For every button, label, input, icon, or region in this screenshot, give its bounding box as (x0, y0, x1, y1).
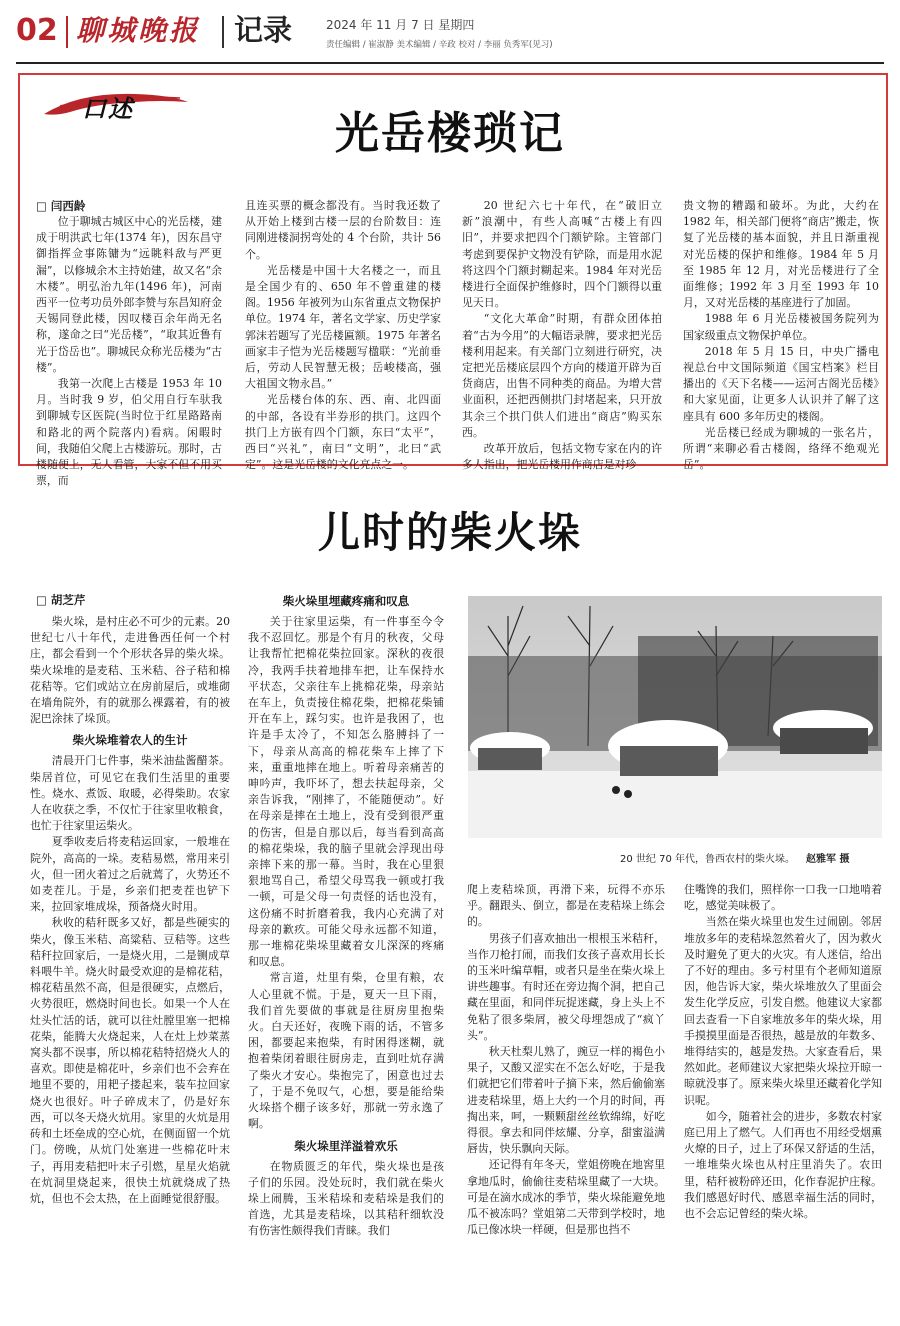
issue-date: 2024 年 11 月 7 日 星期四 (326, 18, 475, 32)
subheading: 柴火垛堆着农人的生计 (72, 733, 188, 748)
paragraph: 且连买票的概念都没有。当时我还数了从开始上楼到古楼一层的台阶数目：连同刚进楼洞拐弯处的 4 个台阶，共计 56 个。 (245, 199, 441, 261)
subheading: 柴火垛里埋藏疼痛和叹息 (282, 594, 410, 608)
author-byline: □ 胡芝芹 (36, 593, 86, 607)
column-tag-label: 口述 (82, 94, 134, 123)
article-title: 光岳楼琐记 (335, 108, 565, 159)
author-byline: □ 闫西龄 (36, 199, 86, 213)
header-divider-1 (66, 16, 68, 48)
paragraph: 当然在柴火垛里也发生过闹剧。邻居堆放多年的麦秸垛忽然着火了，因为救火及时避免了更大的火灾。有人迷信，给出了不好的理由。多亏村里有个老师知道原因，他告诉大家，柴火垛堆放久了里面会发生化学反应，引发自燃。他建议大家都回去查看一下自家堆放多年的柴火垛，用手摸摸里面是否很热，越是放的年数多、堆得结实的，越是发热。大家查看后，果然如此。老师建议大家把柴火垛拉开晾一晾就没事了。原来柴火垛里还藏着化学知识呢。 (684, 915, 882, 1107)
article-title: 儿时的柴火垛 (317, 508, 582, 557)
paragraph: 柴火垛，是村庄必不可少的元素。20 世纪七八十年代，走进鲁西任何一个村庄，都会看到一个个形状各异的柴火垛。柴火垛堆的是麦秸、玉米秸、谷子秸和棉花秸等。它们或站立在房前屋后，或堆砌在墙角院外，有的就那么裸露着，有的被泥巴涂抹了垛顶。 (30, 615, 230, 726)
article1-column-3 (462, 198, 662, 473)
photo-illustration (468, 596, 882, 838)
paragraph: 光岳楼台体的东、西、南、北四面的中部，各设有半券形的拱门。这四个拱门上方嵌有四个门额，东曰“太平”，西曰“兴礼”，南曰“文明”，北曰“武定”。这是光岳楼的文化亮点之一。 (245, 393, 441, 472)
paragraph: 改革开放后，包括文物专家在内的许多人指出，把光岳楼用作商店是对珍 (462, 442, 662, 472)
paragraph: 常言道，灶里有柴，仓里有粮，农人心里就不慌。于是，夏天一旦下雨，我们首先要做的事就是往厨房里抱柴火。白天还好，夜晚下雨的话，不管多困，都要起来抱柴，有时困得迷糊，就抱着柴闭着眼往厨房走，直到吐炕存满了柴火才安心。柴抱完了，困意也过去了，于是不免叹气，心想，要是能给柴火垛搭个棚子该多好，那就一劳永逸了啊。 (248, 971, 444, 1131)
paragraph: 光岳楼是中国十大名楼之一，而且是全国少有的、650 年不曾重建的楼阁。1956 年被列为山东省重点文物保护单位。1974 年，著名文学家、历史学家郭沫若题写了光岳楼匾额。1975 年著名画家丰子恺为光岳楼题写楹联：“光前垂后，劳动人民智慧无极；岳峻楼高，强大祖国文物永昌。” (245, 263, 441, 391)
paragraph: 光岳楼已经成为聊城的一张名片，所谓“来聊必看古楼阁，络绎不绝观光岳”。 (683, 425, 879, 472)
paragraph: 男孩子们喜欢抽出一根根玉米秸秆，当作刀枪打闹，而我们女孩子喜欢用长长的玉米叶编草帽，或者只是坐在柴火垛上讲些趣事。有时还在旁边掏个洞，把自己藏在里面，和同伴玩捉迷藏，身上头上不免粘了很多柴屑，被父母埋怨成了“疯丫头”。 (467, 931, 665, 1042)
editor-credits: 责任编辑 / 崔淑静 美术编辑 / 辛政 校对 / 李丽 负秀军(见习) (326, 40, 553, 50)
article1-column-4 (683, 198, 879, 473)
paragraph: 夏季收麦后将麦秸运回家，一般堆在院外，高高的一垛。麦秸易燃，常用来引火，但一团火着过之后就蔫了，火势还不如麦茬儿。于是，乡亲们把麦茬也铲下来，拉回家堆成垛，预备烧火时用。 (30, 835, 230, 914)
article2-column-3 (467, 882, 665, 1238)
header-rule (16, 62, 884, 64)
paragraph: 如今，随着社会的进步，多数农村家庭已用上了燃气。人们再也不用经受烟熏火燎的日子，过上了环保又舒适的生活，一堆堆柴火垛也从村庄里消失了。农田里，秸秆被粉碎还田，化作春泥护庄稼。我们感恩好时代、感恩幸福生活的同时，也不会忘记曾经的柴火垛。 (684, 1109, 882, 1221)
paper-name-logo: 聊城晚报 (76, 14, 201, 47)
paragraph: 在物质匮乏的年代，柴火垛也是孩子们的乐园。没处玩时，我们就在柴火垛上闹腾，玉米秸垛和麦秸垛是我们的首选，尤其是麦秸垛，以其秸秆细软没有伤害性颇得我们青睐。我们 (248, 1159, 444, 1238)
paragraph: 秋收的秸秆既多又好，都是些硬实的柴火，像玉米秸、高粱秸、豆秸等。这些秸秆拉回家后，一是烧火用，二是铡成草料喂牛羊。烧火时最受欢迎的是棉花秸，棉花秸虽然不高，但是很硬实，点燃后，火势很旺，燃烧时间也长。如果一个人在灶头忙活的话，就可以往灶膛里塞一把棉花柴，能腾大火烧起来，人在灶上炒菜蒸窝头都不误事，所以棉花秸特招烧火人的喜欢。即使是棉花叶，乡亲们也不会弃在地里不要的，用耙子搂起来，装车拉回家烧火也很好。叶子碎成末了，仍是好东西，可以冬天烧火炕用。家里的火炕是用砖和土坯垒成的空心炕，在侧面留一个炕门。傍晚，从炕门处塞进一些棉花叶末子，再用麦秸把叶末子引燃，星星火焰就在炕洞里烧起来，很快土炕就烧成了热炕，但也不会太热，在上面睡觉很舒服。 (30, 916, 230, 1205)
paragraph: 2018 年 5 月 15 日，中央广播电视总台中文国际频道《国宝档案》栏目播出的《天下名楼——运河古阁光岳楼》和大家见面，让更多人认识并了解了这座具有 600 多年历史的楼阁。 (683, 344, 879, 423)
paragraph: 清晨开门七件事，柴米油盐酱醋茶。柴居首位，可见它在我们生活里的重要性。烧水、煮饭、取暖，必得柴助。农家人在收获之季，不仅忙于往家里收粮食，也忙于往家里运柴火。 (30, 754, 230, 833)
article2-column-2 (248, 594, 444, 1240)
paragraph: “文化大革命”时期，有群众团体拍着“古为今用”的大幅语录牌，要求把光岳楼利用起来。有关部门立刻进行研究，决定把光岳楼底层四个方向的楼道开辟为百货商店，出售不同种类的商品。为增大营业面积，还把西侧拱门封堵起来，只开放其余三个拱门供人们进出“商店”购买东西。 (462, 312, 662, 439)
photo-credit: 赵雅军 摄 (806, 854, 850, 865)
paragraph: 爬上麦秸垛顶，再滑下来，玩得不亦乐乎。翻跟头、倒立，都是在麦秸垛上练会的。 (467, 883, 665, 929)
page-number: 02 (16, 13, 58, 48)
paragraph: 我第一次爬上古楼是 1953 年 10 月。当时我 9 岁，伯父用自行车驮我到聊城专区医院(当时位于红星路路南和路北的两个院落内)看病。闲暇时间，我随伯父爬上古楼游玩。那时，古楼随便上，无人看管，大家不但不用买票，而 (36, 377, 222, 488)
paragraph: 位于聊城古城区中心的光岳楼，建成于明洪武七年(1374 年)，因东昌守御指挥佥事陈镛为“远眺料敌与严更漏”，以修城余木主持始建，故又名“余木楼”。明弘治九年(1496 年)，河南西平一位考功员外郎李赞与东昌知府金天锡同登此楼，因叹楼百余年尚无名称，遂命之曰“光岳楼”，“取其近鲁有光于岱岳也”。聊城民众称光岳楼为“古楼”。 (36, 215, 222, 374)
paragraph: 还记得有年冬天，堂姐傍晚在地窖里拿地瓜时，偷偷往麦秸垛里藏了一大块。可是在滴水成冰的季节，柴火垛能避免地瓜不被冻吗？堂姐第二天带到学校时，地瓜已像冰块一样硬，但是那也挡不 (467, 1158, 665, 1237)
paragraph: 20 世纪六七十年代，在“破旧立新”浪潮中，有些人高喊“古楼上有四旧”，并要求把四个门额铲除。主管部门考虑到要保护文物没有铲除，而是用水泥将这四个门额封糊起来。1984 年对光岳楼进行全面保护维修时，四个门额得以重见天日。 (462, 199, 662, 310)
article2-column-1 (30, 614, 230, 1207)
snow-haystack-photo (468, 596, 882, 838)
paragraph: 住嘴馋的我们，照样你一口我一口地啃着吃，感觉美味极了。 (684, 883, 882, 913)
subheading: 柴火垛里洋溢着欢乐 (294, 1138, 398, 1153)
paragraph: 1988 年 6 月光岳楼被国务院列为国家级重点文物保护单位。 (683, 312, 879, 342)
section-name: 记录 (234, 13, 293, 47)
page-header (0, 0, 900, 62)
header-divider-2 (222, 16, 224, 48)
article2-column-4 (684, 882, 882, 1222)
photo-caption: 20 世纪 70 年代，鲁西农村的柴火垛。 (620, 854, 795, 865)
paragraph: 秋天杜梨儿熟了，豌豆一样的褐色小果子，又酸又涩实在不怎么好吃，于是我们就把它们带着叶子摘下来，然后偷偷塞进麦秸垛里，焐上大约一个月的时间，再掏出来，呵，一颗颗甜丝丝软绵绵，好吃得很。拿去和同伴炫耀、分享，甜蜜溢满唇齿，快乐飘向天际。 (467, 1045, 665, 1156)
paragraph: 关于往家里运柴，有一件事至今令我不忍回忆。那是个有月的秋夜，父母让我帮忙把棉花柴拉回家。深秋的夜很冷，我两手扶着地排车把，让车保持水平状态，父亲往车上挑棉花柴，母亲站在车上，负责接住棉花柴，把棉花柴铺开在车上，踩匀实。也许是我困了，也许是手太冷了，不知怎么胳膊抖了一下，母亲从高高的棉花柴车上摔了下来，重重地摔在地上。听着母亲痛苦的呻吟声，我吓坏了，想去扶起母亲，父亲告诉我，“刚摔了，不能随便动”。好在母亲是摔在土地上，没有受到很严重的伤害，但是自那以后，每当看到高高的棉花柴垛，我的脑子里就会浮现出母亲摔下来的那一幕。当时，我在心里狠狠地骂自己，希望父母骂我一顿或打我一顿，可是父母一句责怪的话也没有，这份痛不时折磨着我，我内心充满了对母亲的歉疚。可能父母永远都不知道，那一堆棉花柴垛里藏着女儿深深的疼痛和叹息。 (248, 615, 444, 969)
article1-column-2 (245, 198, 441, 473)
paragraph: 贵文物的糟蹋和破坏。为此，大约在 1982 年，相关部门便将“商店”搬走，恢复了光岳楼的基本面貌，并且日渐重视对光岳楼的保护和维修。1984 年 5 月至 1985 年 12 月，对光岳楼进行了全面维修；1992 年 3 月至 1993 年 10 月，又对光岳楼的基座进行了加固。 (683, 199, 879, 310)
article1-column-1 (36, 214, 222, 489)
